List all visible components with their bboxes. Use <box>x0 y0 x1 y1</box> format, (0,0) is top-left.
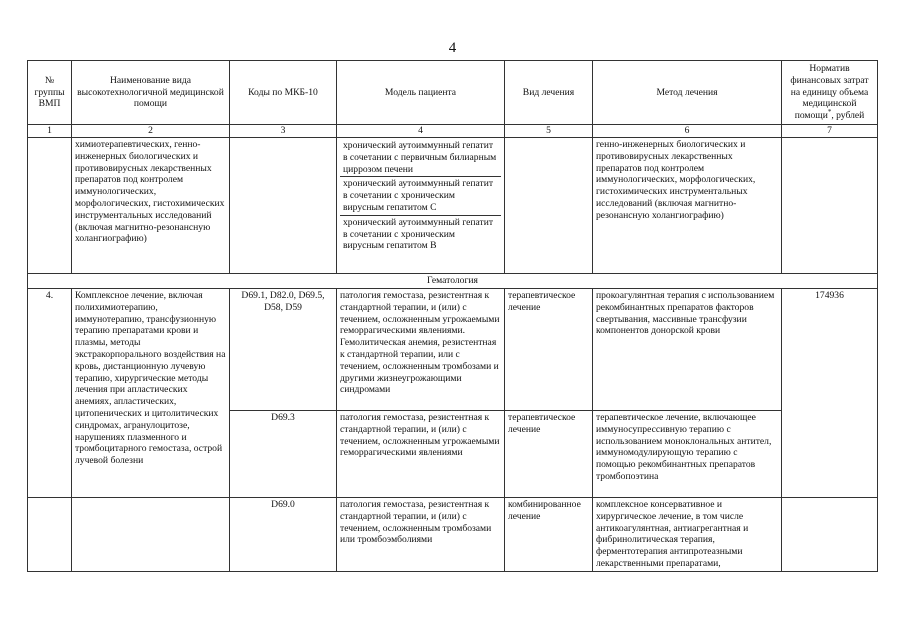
vmp-table <box>27 60 878 572</box>
treatment-method-cell: генно-инженерных биологических и противовирусных лекарственных препаратов под контролем иммунологических, морфологических, гистохимических инструментальных исследований (включая магнитно-резонансную холангиографию) <box>593 138 782 274</box>
icd-codes-cell: D69.0 <box>230 498 337 572</box>
patient-model-cell <box>337 138 505 274</box>
column-number: 7 <box>782 125 878 138</box>
treatment-method-cell: терапевтическое лечение, включающее иммуносупрессивную терапию с использованием моноклональных антител, иммуномодулирующую терапию с помощью рекомбинантных препаратов тромбопоэтина <box>593 411 782 498</box>
column-number: 5 <box>505 125 593 138</box>
group-number-cell: 4. <box>28 289 72 498</box>
header-row <box>28 61 878 125</box>
header-cost-norm-unit: , рублей <box>831 110 865 122</box>
vmp-name-cell: химиотерапевтических, генно-инженерных биологических и противовирусных лекарственных препаратов под контролем иммунологических, морфологических, гистохимических инструментальных исследований (включая магнитно-резонансную холангиографию) <box>72 138 230 274</box>
treatment-method-cell: комплексное консервативное и хирургическое лечение, в том числе антикоагулянтная, антиагрегантная и фибринолитическая терапия, ферментотерапия антипротеазными лекарственными препаратами, <box>593 498 782 572</box>
treatment-method-cell: прокоагулянтная терапия с использованием рекомбинантных препаратов факторов свертывания, массивные трансфузии компонентов донорской крови <box>593 289 782 411</box>
column-number: 4 <box>337 125 505 138</box>
header-cost-norm <box>782 61 878 125</box>
header-treatment-method: Метод лечения <box>593 61 782 125</box>
group-number-cell <box>28 498 72 572</box>
column-number: 6 <box>593 125 782 138</box>
header-cost-norm-main: Норматив финансовых затрат на единицу объема медицинской помощи <box>790 63 869 122</box>
header-treatment-type: Вид лечения <box>505 61 593 125</box>
column-number: 2 <box>72 125 230 138</box>
cost-norm-cell <box>782 138 878 274</box>
header-group-number: № группы ВМП <box>28 61 72 125</box>
section-title: Гематология <box>28 274 878 289</box>
icd-codes-cell: D69.1, D82.0, D69.5, D58, D59 <box>230 289 337 411</box>
header-patient-model: Модель пациента <box>337 61 505 125</box>
patient-model-cell: патология гемостаза, резистентная к стандартной терапии, и (или) с течением, осложненным тромбозами или тромбоэмболиями <box>337 498 505 572</box>
table-row <box>28 289 878 411</box>
treatment-type-cell: терапевтическое лечение <box>505 411 593 498</box>
patient-model-item: хронический аутоиммунный гепатит в сочетании с хроническим вирусным гепатитом B <box>343 216 494 252</box>
continuation-row <box>28 138 878 274</box>
treatment-type-cell <box>505 138 593 274</box>
patient-model-cell: патология гемостаза, резистентная к стандартной терапии, и (или) с течением, осложненным угрожаемыми геморрагическими явлениями <box>337 411 505 498</box>
footnote-marker: * <box>827 108 832 116</box>
column-number-row <box>28 125 878 138</box>
vmp-name-cell <box>72 498 230 572</box>
table-row <box>28 498 878 572</box>
treatment-type-cell: комбинированное лечение <box>505 498 593 572</box>
column-number: 3 <box>230 125 337 138</box>
header-vmp-name: Наименование вида высокотехнологичной медицинской помощи <box>72 61 230 125</box>
patient-model-item: хронический аутоиммунный гепатит в сочетании с первичным билиарным циррозом печени <box>340 139 501 177</box>
patient-model-cell: патология гемостаза, резистентная к стандартной терапии, и (или) с течением, осложненным угрожаемыми геморрагическими явлениями. Гемолитическая анемия, резистентная к стандартной терапии, или с течением, осложненным тромбозами и другими жизнеугрожающими синдромами <box>337 289 505 411</box>
group-number-cell <box>28 138 72 274</box>
icd-codes-cell <box>230 138 337 274</box>
column-number: 1 <box>28 125 72 138</box>
cost-norm-cell <box>782 498 878 572</box>
icd-codes-cell: D69.3 <box>230 411 337 498</box>
header-icd-codes: Коды по МКБ-10 <box>230 61 337 125</box>
vmp-name-cell: Комплексное лечение, включая полихимиотерапию, иммунотерапию, трансфузионную терапию препаратами крови и плазмы, методы экстракорпорального воздействия на кровь, дистанционную лучевую терапию, хирургические методы лечения при апластических анемиях, апластических, цитопенических и цитолитических синдромах, агранулоцитозе, нарушениях плазменного и тромбоцитарного гемостаза, острой лучевой болезни <box>72 289 230 498</box>
page-number: 4 <box>448 40 457 56</box>
patient-model-item: хронический аутоиммунный гепатит в сочетании с хроническим вирусным гепатитом C <box>340 177 501 215</box>
treatment-type-cell: терапевтическое лечение <box>505 289 593 411</box>
cost-norm-cell: 174936 <box>782 289 878 498</box>
section-row <box>28 274 878 289</box>
